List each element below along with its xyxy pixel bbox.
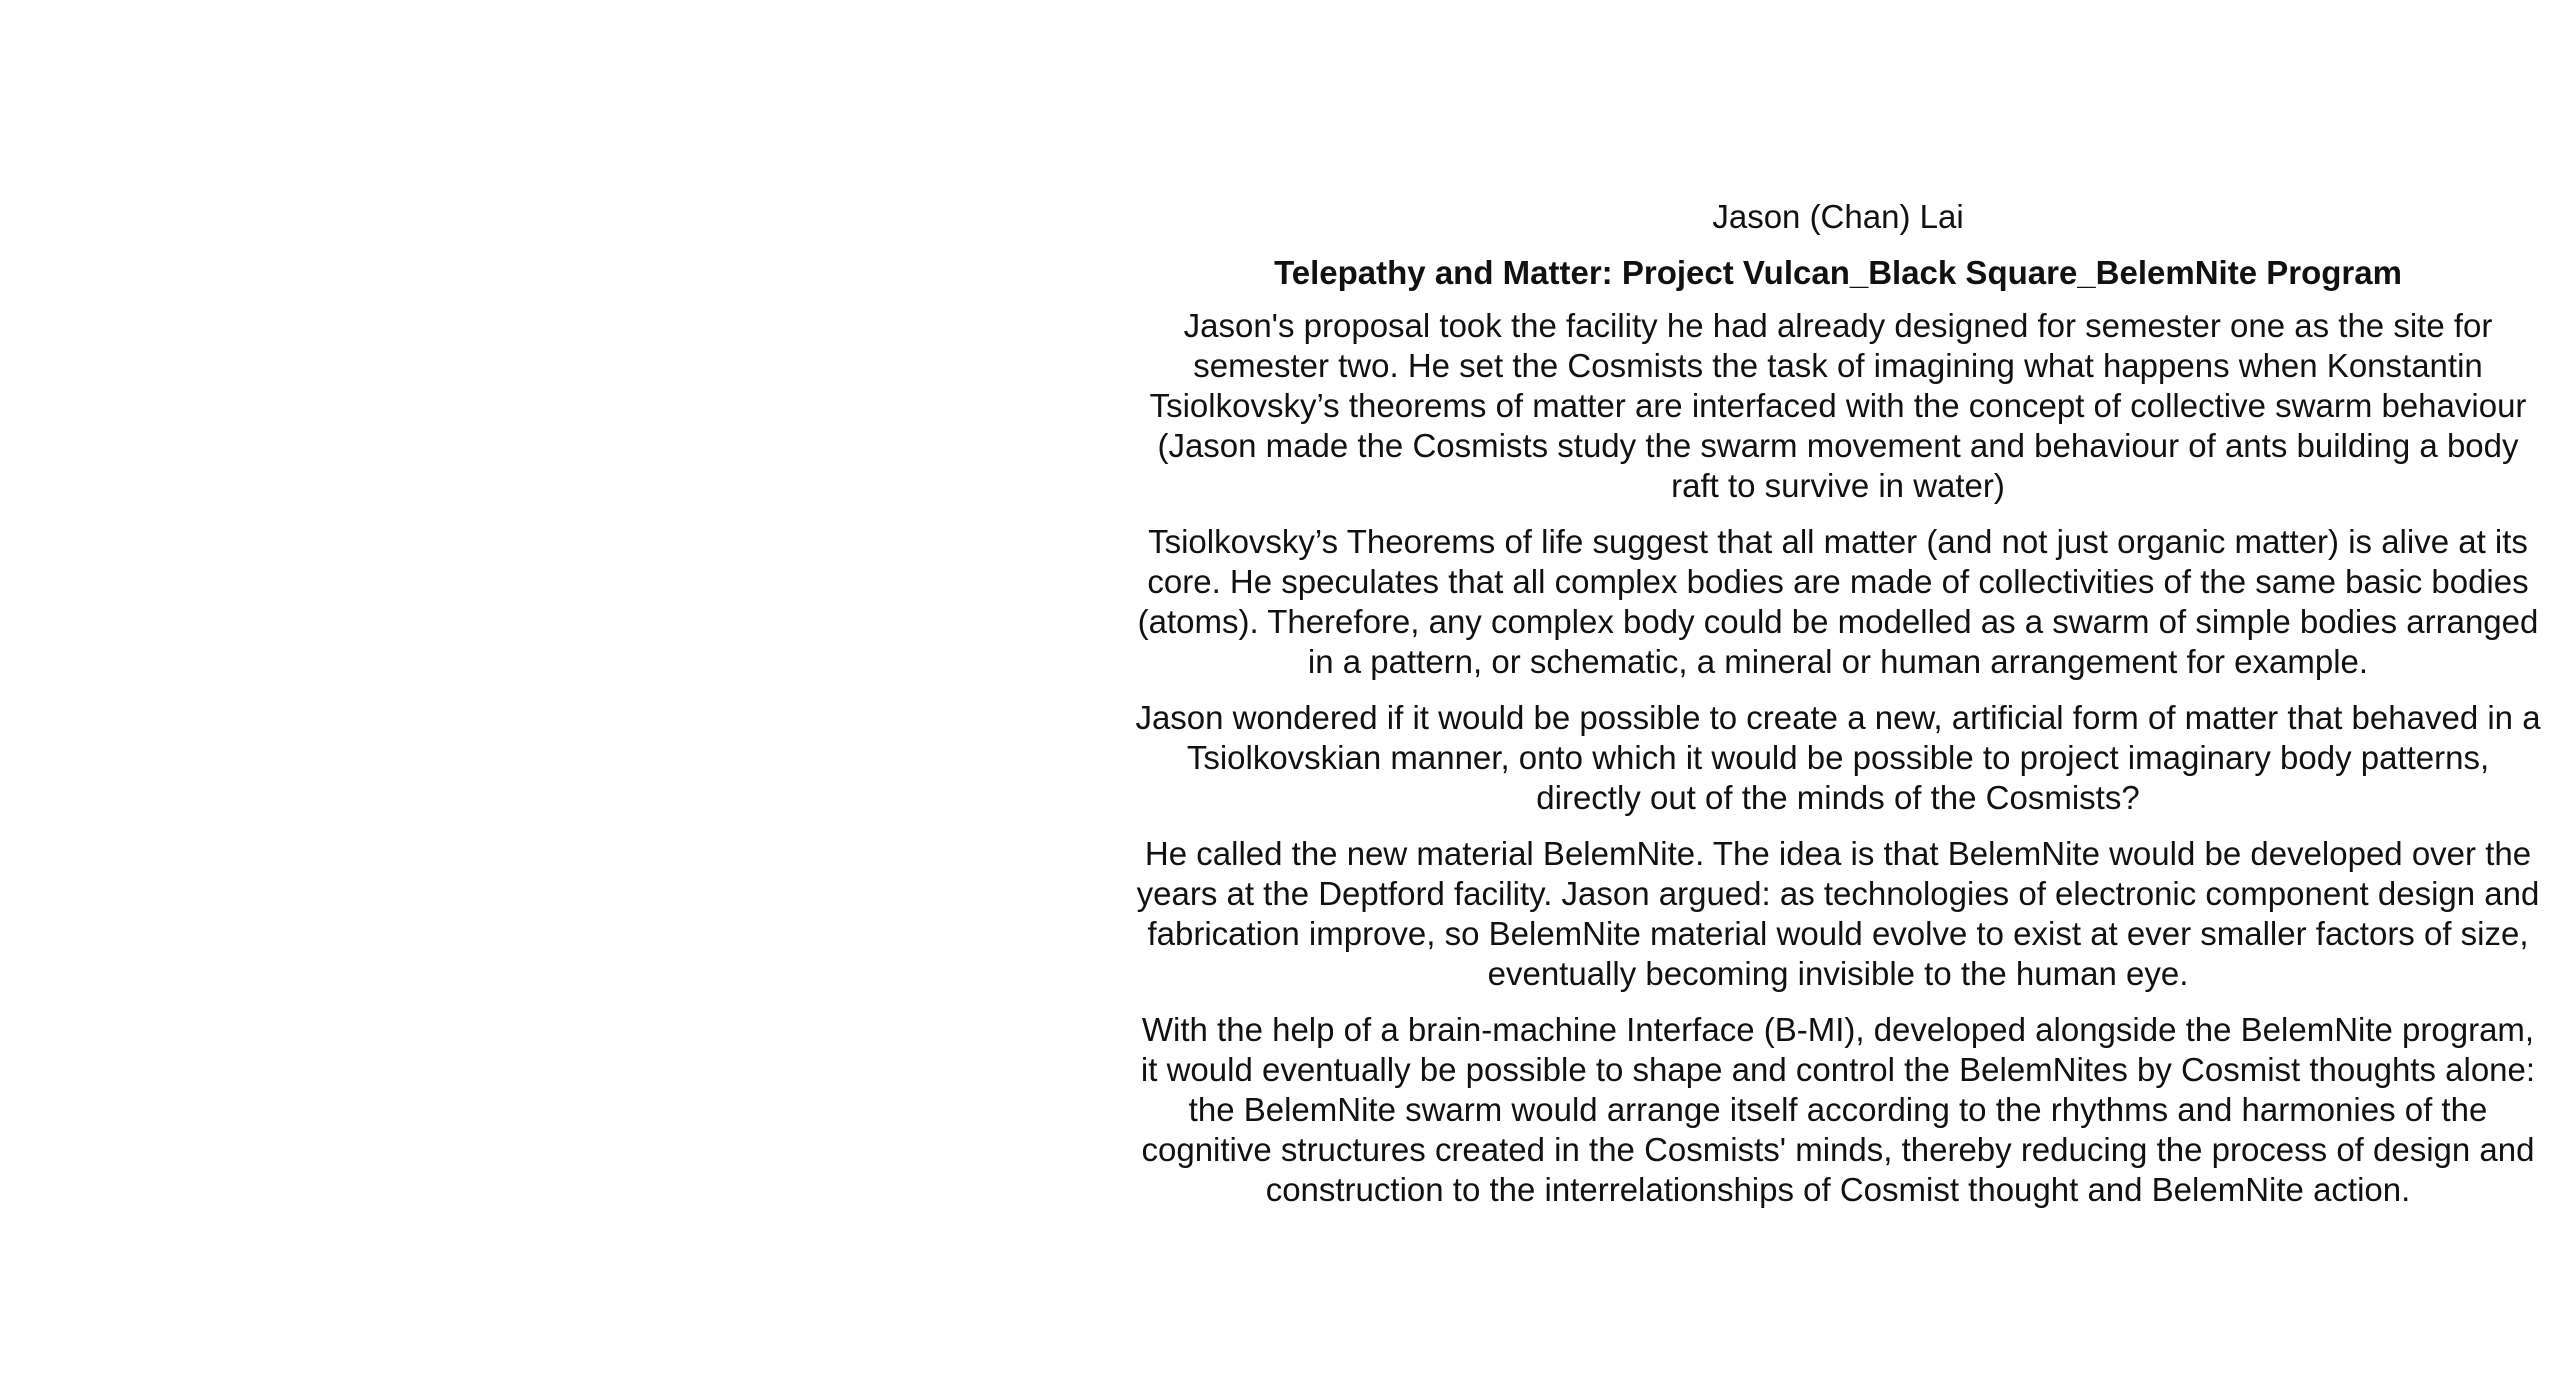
paragraph-3: Jason wondered if it would be possible to create a new, artificial form of matter that behaved in a Tsiolkovskian manner, onto which it would be possible to project imaginary body patterns, directly out of the minds of the Cosmists? <box>1135 699 2541 816</box>
document-title: Telepathy and Matter: Project Vulcan_Black Square_BelemNite Program <box>1274 254 2402 291</box>
paragraph-4: He called the new material BelemNite. The idea is that BelemNite would be developed over the years at the Deptford facility. Jason argued: as technologies of electronic component design and fabrication improve, so BelemNite material would evolve to exist at ever smaller factors of size, eventually becoming invisible to the human eye. <box>1136 835 2540 992</box>
paragraph-2: Tsiolkovsky’s Theorems of life suggest that all matter (and not just organic matter) is alive at its core. He speculates that all complex bodies are made of collectivities of the same basic bodies (atoms). Therefore, any complex body could be modelled as a swarm of simple bodies arranged in a pattern, or schematic, a mineral or human arrangement for example. <box>1137 523 2539 680</box>
author-name: Jason (Chan) Lai <box>1712 198 1964 235</box>
paragraph-1: Jason's proposal took the facility he had already designed for semester one as the site for semester two. He set the Cosmists the task of imagining what happens when Konstantin Tsiolkovsky’s theorems of matter are interfaced with the concept of collective swarm behaviour (Jason made the Cosmists study the swarm movement and behaviour of ants building a body raft to survive in water) <box>1149 307 2527 504</box>
paragraph-5: With the help of a brain-machine Interface (B-MI), developed alongside the BelemNite program, it would eventually be possible to shape and control the BelemNites by Cosmist thoughts alone: the BelemNite swarm would arrange itself according to the rhythms and harmonies of the cognitive structures created in the Cosmists' minds, thereby reducing the process of design and construction to the interrelationships of Cosmist thought and BelemNite action. <box>1140 1011 2536 1208</box>
document-body <box>1130 194 2546 1226</box>
